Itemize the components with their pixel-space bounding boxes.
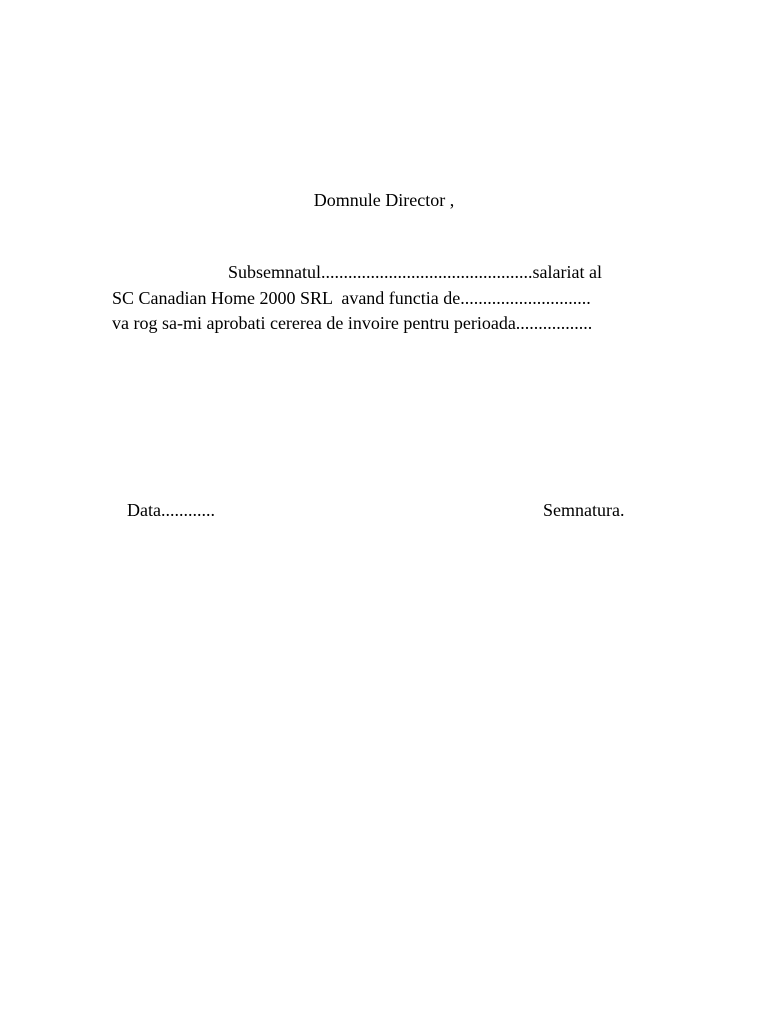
body-line-employee-name: Subsemnatul...............................................salariat al bbox=[228, 262, 602, 282]
body-line-leave-request: va rog sa-mi aprobati cererea de invoire pentru perioada................. bbox=[112, 313, 593, 333]
date-field: Data............ bbox=[127, 500, 215, 520]
body-line-company-position: SC Canadian Home 2000 SRL avand functia de............................. bbox=[112, 288, 591, 308]
signature-field: Semnatura. bbox=[543, 500, 625, 520]
salutation-heading: Domnule Director , bbox=[313, 190, 455, 210]
